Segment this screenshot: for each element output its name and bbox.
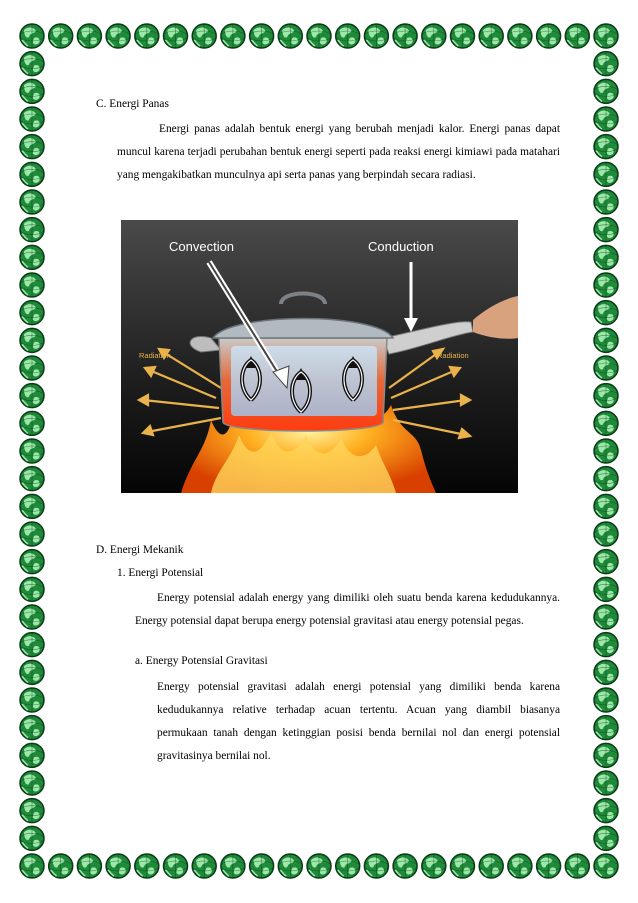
globe-icon (594, 550, 618, 574)
globe-icon (594, 245, 618, 269)
globe-icon (594, 743, 618, 767)
globe-icon (594, 301, 618, 325)
globe-icon (451, 24, 475, 48)
globe-icon (20, 384, 44, 408)
globe-icon (20, 771, 44, 795)
globe-icon (594, 854, 618, 878)
globe-icon (20, 854, 44, 878)
globe-icon (20, 743, 44, 767)
section-d-heading: D. Energi Mekanik (96, 544, 184, 556)
globe-icon (20, 273, 44, 297)
heat-transfer-figure (121, 220, 518, 493)
globe-icon (594, 107, 618, 131)
globe-icon (20, 688, 44, 712)
globe-icon (594, 633, 618, 657)
globe-icon (20, 411, 44, 435)
globe-icon (594, 52, 618, 76)
globe-icon (594, 439, 618, 463)
globe-icon (594, 494, 618, 518)
globe-icon (278, 24, 302, 48)
globe-icon (422, 24, 446, 48)
globe-icon (594, 605, 618, 629)
globe-icon (20, 716, 44, 740)
section-c-paragraph: Energi panas adalah bentuk energi yang berubah menjadi kalor. Energi panas dapat muncul karena terjadi perubahan bentuk energi seperti pada reaksi energi kimiawi pada matahari yang mengakibatkan munculnya api serta panas yang berpindah secara radiasi. (117, 123, 560, 181)
globe-icon (20, 577, 44, 601)
label-radiation-left: Radiation (139, 351, 171, 360)
globe-icon (250, 854, 274, 878)
globe-icon (20, 24, 44, 48)
globe-icon (278, 854, 302, 878)
globe-icon (393, 24, 417, 48)
globe-icon (594, 384, 618, 408)
globe-icon (594, 771, 618, 795)
globe-icon (307, 24, 331, 48)
globe-icon (594, 135, 618, 159)
globe-icon (20, 79, 44, 103)
globe-icon (537, 854, 561, 878)
sub1a-paragraph: Energy potensial gravitasi adalah energi potensial yang dimiliki benda karena kedudukannya relative terhadap acuan tertentu. Acuan yang diambil biasanya permukaan tanah dengan ketinggian posisi benda bernilai nol dan energi potensial gravitasinya bernilai nol. (157, 681, 560, 762)
globe-icon (594, 577, 618, 601)
sub1-heading: 1. Energi Potensial (117, 567, 204, 579)
label-conduction: Conduction (368, 239, 434, 254)
globe-icon (20, 550, 44, 574)
globe-icon (20, 107, 44, 131)
globe-icon (307, 854, 331, 878)
globe-icon (20, 328, 44, 352)
globe-icon (77, 24, 101, 48)
globe-icon (77, 854, 101, 878)
globe-icon (192, 24, 216, 48)
globe-icon (594, 273, 618, 297)
globe-icon (106, 854, 130, 878)
globe-icon (565, 854, 589, 878)
globe-icon (20, 245, 44, 269)
globe-icon (594, 190, 618, 214)
globe-icon (20, 135, 44, 159)
globe-icon (192, 854, 216, 878)
globe-icon (594, 688, 618, 712)
globe-icon (49, 854, 73, 878)
globe-icon (594, 218, 618, 242)
globe-icon (594, 522, 618, 546)
globe-icon (106, 24, 130, 48)
globe-icon (594, 328, 618, 352)
globe-icon (20, 660, 44, 684)
sub1-paragraph: Energy potensial adalah energy yang dimiliki oleh suatu benda karena kedudukannya. Energy potensial dapat berupa energy potensial gravitasi atau energy potensial pegas. (135, 592, 560, 627)
section-c-heading: C. Energi Panas (96, 98, 169, 110)
globe-icon (135, 854, 159, 878)
globe-icon (336, 854, 360, 878)
globe-icon (422, 854, 446, 878)
globe-icon (594, 356, 618, 380)
globe-icon (20, 605, 44, 629)
globe-icon (594, 799, 618, 823)
globe-icon (20, 439, 44, 463)
globe-icon (508, 854, 532, 878)
globe-icon (221, 854, 245, 878)
globe-icon (594, 660, 618, 684)
globe-icon (20, 301, 44, 325)
globe-icon (393, 854, 417, 878)
globe-icon (20, 633, 44, 657)
globe-icon (221, 24, 245, 48)
label-radiation-right: Radiation (437, 351, 469, 360)
globe-icon (537, 24, 561, 48)
globe-icon (20, 218, 44, 242)
globe-icon (135, 24, 159, 48)
globe-icon (594, 716, 618, 740)
globe-icon (20, 522, 44, 546)
globe-icon (20, 494, 44, 518)
globe-icon (164, 24, 188, 48)
globe-icon (20, 190, 44, 214)
globe-icon (164, 854, 188, 878)
globe-icon (565, 24, 589, 48)
globe-icon (508, 24, 532, 48)
globe-icon (594, 162, 618, 186)
globe-icon (479, 854, 503, 878)
globe-icon (364, 24, 388, 48)
globe-icon (594, 24, 618, 48)
globe-icon (451, 854, 475, 878)
globe-icon (594, 411, 618, 435)
globe-icon (250, 24, 274, 48)
globe-icon (20, 467, 44, 491)
globe-icon (594, 826, 618, 850)
globe-icon (479, 24, 503, 48)
globe-icon (594, 79, 618, 103)
globe-icon (20, 799, 44, 823)
globe-icon (49, 24, 73, 48)
globe-icon (364, 854, 388, 878)
globe-icon (20, 826, 44, 850)
globe-icon (336, 24, 360, 48)
globe-icon (20, 162, 44, 186)
globe-icon (20, 356, 44, 380)
label-convection: Convection (169, 239, 235, 254)
globe-icon (594, 467, 618, 491)
sub1a-heading: a. Energy Potensial Gravitasi (135, 655, 268, 667)
globe-icon (20, 52, 44, 76)
